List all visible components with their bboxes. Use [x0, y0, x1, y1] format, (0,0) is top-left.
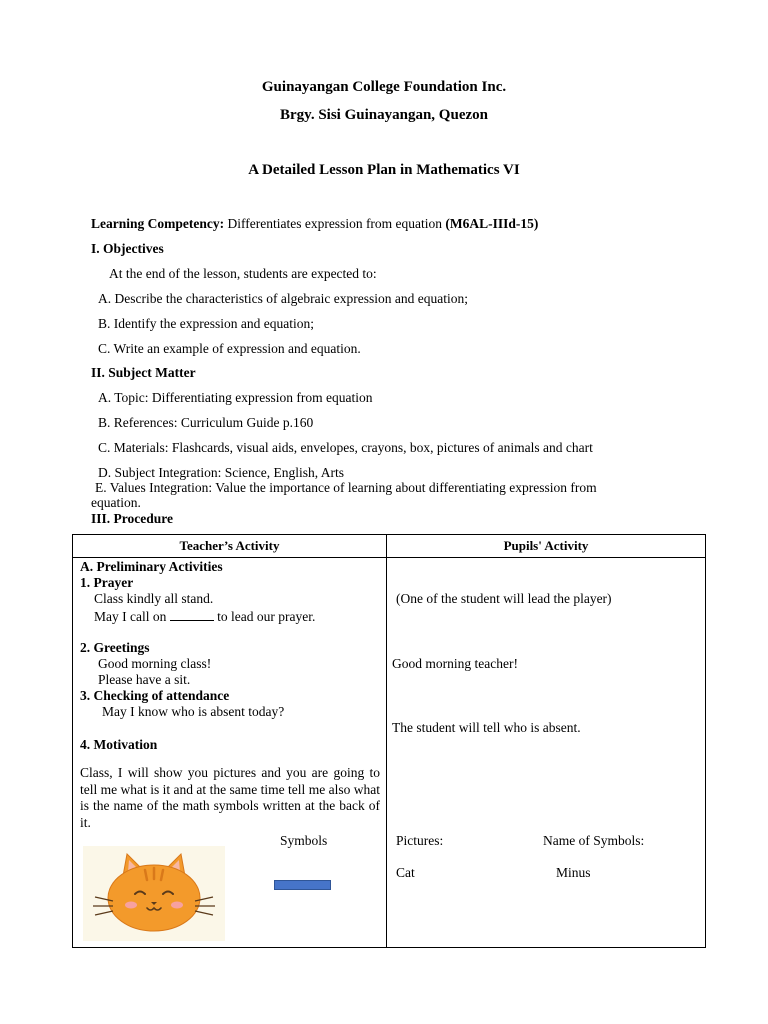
prayer-line-2b: to lead our prayer.	[217, 609, 316, 624]
fill-in-blank	[170, 608, 214, 621]
name-of-symbols-label: Name of Symbols:	[543, 833, 645, 848]
values-integration-line2: equation.	[91, 495, 141, 510]
greetings-heading: 2. Greetings	[80, 640, 150, 655]
cat-face-picture	[83, 846, 225, 941]
picture-1-answer: Cat	[396, 865, 415, 880]
competency-text: Differentiates expression from equation	[227, 216, 443, 231]
symbol-1-answer: Minus	[556, 865, 591, 880]
procedure-heading: III. Procedure	[91, 511, 173, 526]
cat-face-icon	[83, 846, 225, 941]
school-address: Brgy. Sisi Guinayangan, Quezon	[280, 107, 488, 123]
pupils-activity-cell	[387, 558, 706, 948]
competency-label: Learning Competency:	[91, 216, 225, 231]
subject-matter-item: B. References: Curriculum Guide p.160	[98, 415, 314, 430]
attendance-response: The student will tell who is absent.	[392, 720, 581, 735]
subject-matter-heading: II. Subject Matter	[91, 365, 196, 380]
teacher-activity-header: Teacher’s Activity	[73, 535, 387, 558]
school-name: Guinayangan College Foundation Inc.	[261, 79, 507, 95]
subject-matter-item: D. Subject Integration: Science, English, Arts	[98, 465, 344, 480]
document-title: A Detailed Lesson Plan in Mathematics VI	[248, 162, 520, 178]
greeting-response: Good morning teacher!	[392, 656, 518, 671]
prayer-line-2	[94, 608, 315, 625]
prayer-line-1: Class kindly all stand.	[94, 591, 214, 606]
pictures-label: Pictures:	[396, 833, 444, 848]
objectives-intro: At the end of the lesson, students are expected to:	[109, 266, 377, 281]
minus-symbol-bar	[274, 880, 331, 890]
subject-matter-item: A. Topic: Differentiating expression from equation	[98, 390, 373, 405]
motivation-text: Class, I will show you pictures and you are going to tell me what is it and at the same time tell me also what is the name of the math symbols written at the back of it.	[80, 765, 380, 830]
values-integration-line1: E. Values Integration: Value the importance of learning about differentiating expression from	[95, 480, 597, 495]
subject-matter-item: C. Materials: Flashcards, visual aids, envelopes, crayons, box, pictures of animals and chart	[98, 440, 593, 455]
symbols-label: Symbols	[280, 833, 328, 848]
greetings-line-1: Good morning class!	[98, 656, 212, 671]
greetings-line-2: Please have a sit.	[98, 672, 191, 687]
prayer-heading: 1. Prayer	[80, 575, 134, 590]
motivation-heading: 4. Motivation	[80, 737, 158, 752]
objective-item: A. Describe the characteristics of algebraic expression and equation;	[98, 291, 468, 306]
prayer-line-2a: May I call on	[94, 609, 167, 624]
attendance-heading: 3. Checking of attendance	[80, 688, 230, 703]
pupils-activity-header: Pupils' Activity	[387, 535, 706, 558]
procedure-table	[72, 534, 706, 948]
objective-item: C. Write an example of expression and equation.	[98, 341, 361, 356]
prayer-response: (One of the student will lead the player)	[396, 591, 612, 606]
table-row	[73, 558, 706, 948]
learning-competency	[91, 216, 538, 232]
objective-item: B. Identify the expression and equation;	[98, 316, 314, 331]
teacher-activity-cell	[73, 558, 387, 948]
competency-code: (M6AL-IIId-15)	[445, 216, 539, 231]
objectives-heading: I. Objectives	[91, 241, 164, 256]
attendance-line-1: May I know who is absent today?	[102, 704, 285, 719]
preliminary-activities-heading: A. Preliminary Activities	[80, 559, 223, 574]
table-header-row	[73, 535, 706, 558]
